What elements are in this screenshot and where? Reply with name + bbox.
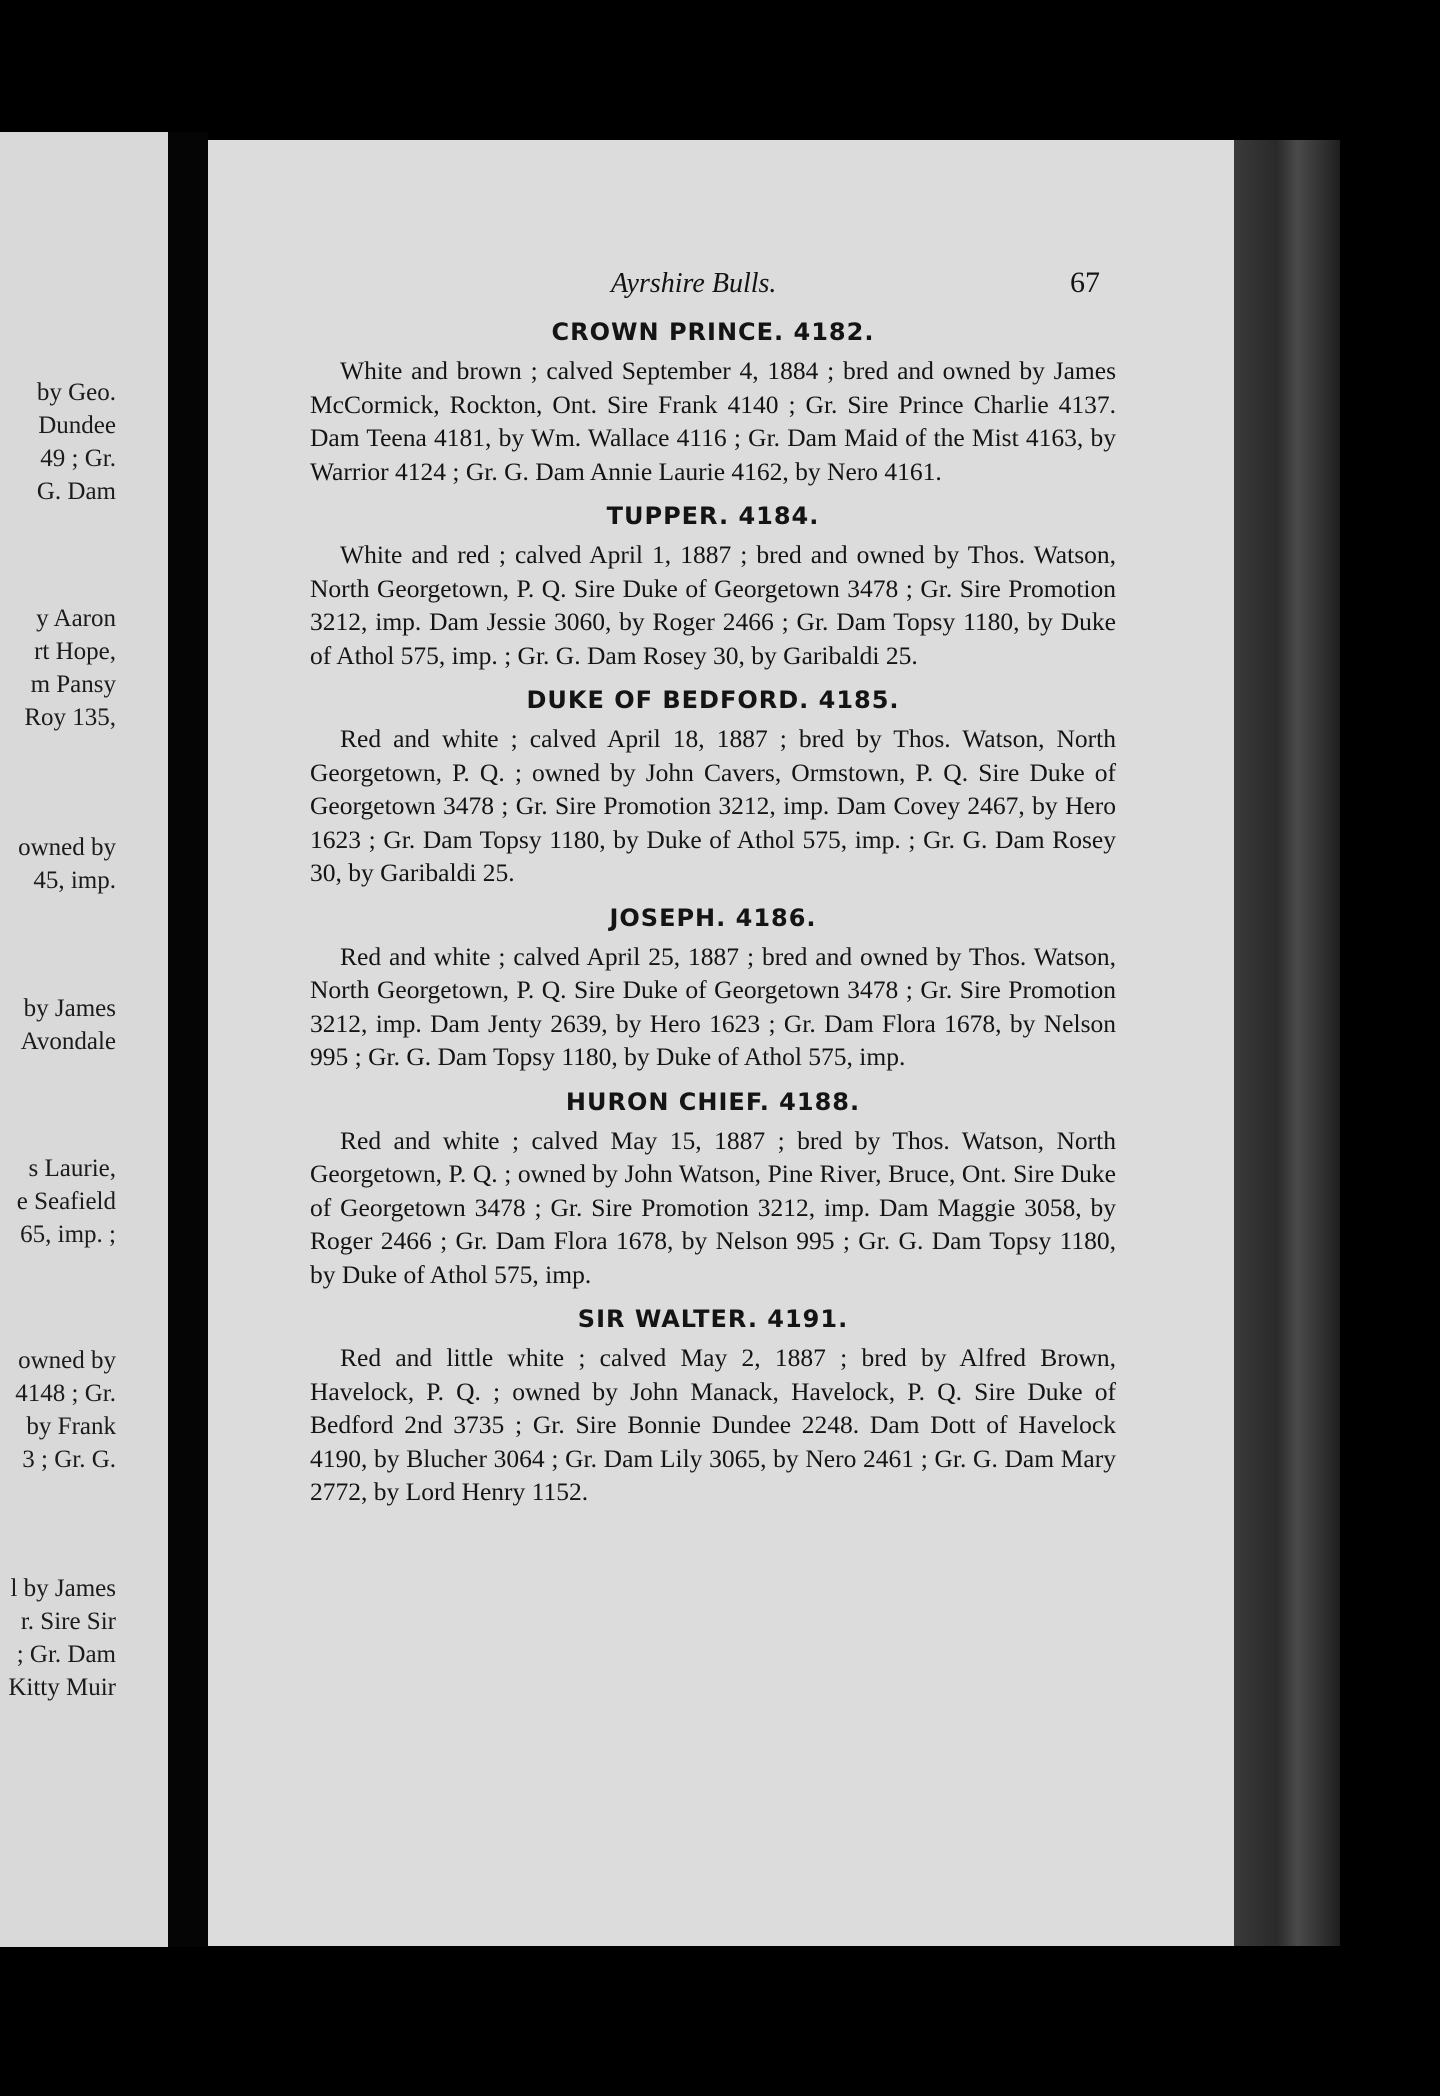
entry-title: DUKE OF BEDFORD. 4185. [526,686,900,714]
entry-text: White and brown ; calved September 4, 1884 ; bred and owned by James McCormick, Rockton, Ont. Sire Frank 4140 ; Gr. Sire Prince Charlie 4137. Dam Teena 4181, by Wm. Wallace 4116 ; Gr. Dam Maid of the Mist 4163, by Warrior 4124 ; Gr. G. Dam Annie Laurie 4162, by Nero 4161. [310,356,1116,486]
entry-text: White and red ; calved April 1, 1887 ; bred and owned by Thos. Watson, North Georgetown, P. Q. Sire Duke of Georgetown 3478 ; Gr. Sire Promotion 3212, imp. Dam Jessie 3060, by Roger 2466 ; Gr. Dam Topsy 1180, by Duke of Athol 575, imp. ; Gr. G. Dam Rosey 30, by Garibaldi 25. [310,540,1116,670]
page-number: 67 [1070,266,1100,299]
pedigree-entry [310,1088,1116,1292]
left-page-line: y Aaron [36,605,116,632]
entry-title: JOSEPH. 4186. [609,903,817,932]
left-page-line: Avondale [20,1028,116,1055]
left-page-line: m Pansy [30,671,116,698]
left-page-line: owned by [18,1347,116,1374]
pedigree-entry [310,904,1116,1074]
left-page-line: e Seafield [16,1188,116,1215]
left-page-line: G. Dam [36,478,116,505]
left-page-line: r. Sire Sir [20,1608,116,1635]
left-page-line: 45, imp. [33,867,116,894]
pedigree-entry [310,318,1116,488]
pedigree-entry [310,686,1116,890]
entry-text: Red and white ; calved April 18, 1887 ; bred by Thos. Watson, North Georgetown, P. Q. ; owned by John Cavers, Ormstown, P. Q. Sire Duke of Georgetown 3478 ; Gr. Sire Promotion 3212, imp. Dam Covey 2467, by Hero 1623 ; Gr. Dam Topsy 1180, by Duke of Athol 575, imp. ; Gr. G. Dam Rosey 30, by Garibaldi 25. [310,724,1116,887]
entry-title: CROWN PRINCE. 4182. [551,318,875,346]
running-head [208,262,1234,302]
left-page-line: 49 ; Gr. [40,445,116,472]
book-gutter [168,132,208,1947]
entry-text: Red and little white ; calved May 2, 1887 ; bred by Alfred Brown, Havelock, P. Q. ; owned by John Manack, Havelock, P. Q. Sire Duke of Bedford 2nd 3735 ; Gr. Sire Bonnie Dundee 2248. Dam Dott of Havelock 4190, by Blucher 3064 ; Gr. Dam Lily 3065, by Nero 2461 ; Gr. G. Dam Mary 2772, by Lord Henry 1152. [310,1343,1116,1506]
entry-text: Red and white ; calved May 15, 1887 ; bred by Thos. Watson, North Georgetown, P. Q. ; owned by John Watson, Pine River, Bruce, Ont. Sire Duke of Georgetown 3478 ; Gr. Sire Promotion 3212, imp. Dam Maggie 3058, by Roger 2466 ; Gr. Dam Flora 1678, by Nelson 995 ; Gr. G. Dam Topsy 1180, by Duke of Athol 575, imp. [310,1125,1116,1289]
left-page-line: 4148 ; Gr. [15,1380,116,1407]
page-body [310,318,1116,1523]
left-page-line: by Frank [26,1413,116,1440]
pedigree-entry [310,502,1116,672]
page-edges [1234,140,1340,1946]
left-page-line: Dundee [38,412,116,439]
left-page-line: rt Hope, [34,638,116,665]
left-page-line: 65, imp. ; [20,1221,116,1248]
left-page-line: Roy 135, [24,704,116,731]
book-page [208,140,1234,1946]
left-page-line: 3 ; Gr. G. [22,1446,116,1473]
running-title: Ayrshire Bulls. [611,268,777,299]
left-page-line: by James [23,995,116,1022]
left-page-line: ; Gr. Dam [16,1641,116,1668]
entry-title: TUPPER. 4184. [606,502,820,530]
entry-title: SIR WALTER. 4191. [577,1305,849,1333]
left-page-line: by Geo. [36,379,116,406]
pedigree-entry [310,1305,1116,1509]
entry-text: Red and white ; calved April 25, 1887 ; bred and owned by Thos. Watson, North Georgetown, P. Q. Sire Duke of Georgetown 3478 ; Gr. Sire Promotion 3212, imp. Dam Jenty 2639, by Hero 1623 ; Gr. Dam Flora 1678, by Nelson 995 ; Gr. G. Dam Topsy 1180, by Duke of Athol 575, imp. [310,941,1116,1071]
left-page-line: Kitty Muir [8,1674,116,1701]
left-page-line: owned by [18,834,116,861]
left-page-line: l by James [10,1575,116,1602]
left-page-fragment [0,132,178,1947]
entry-title: HURON CHIEF. 4188. [565,1087,861,1116]
left-page-line: s Laurie, [28,1155,116,1182]
